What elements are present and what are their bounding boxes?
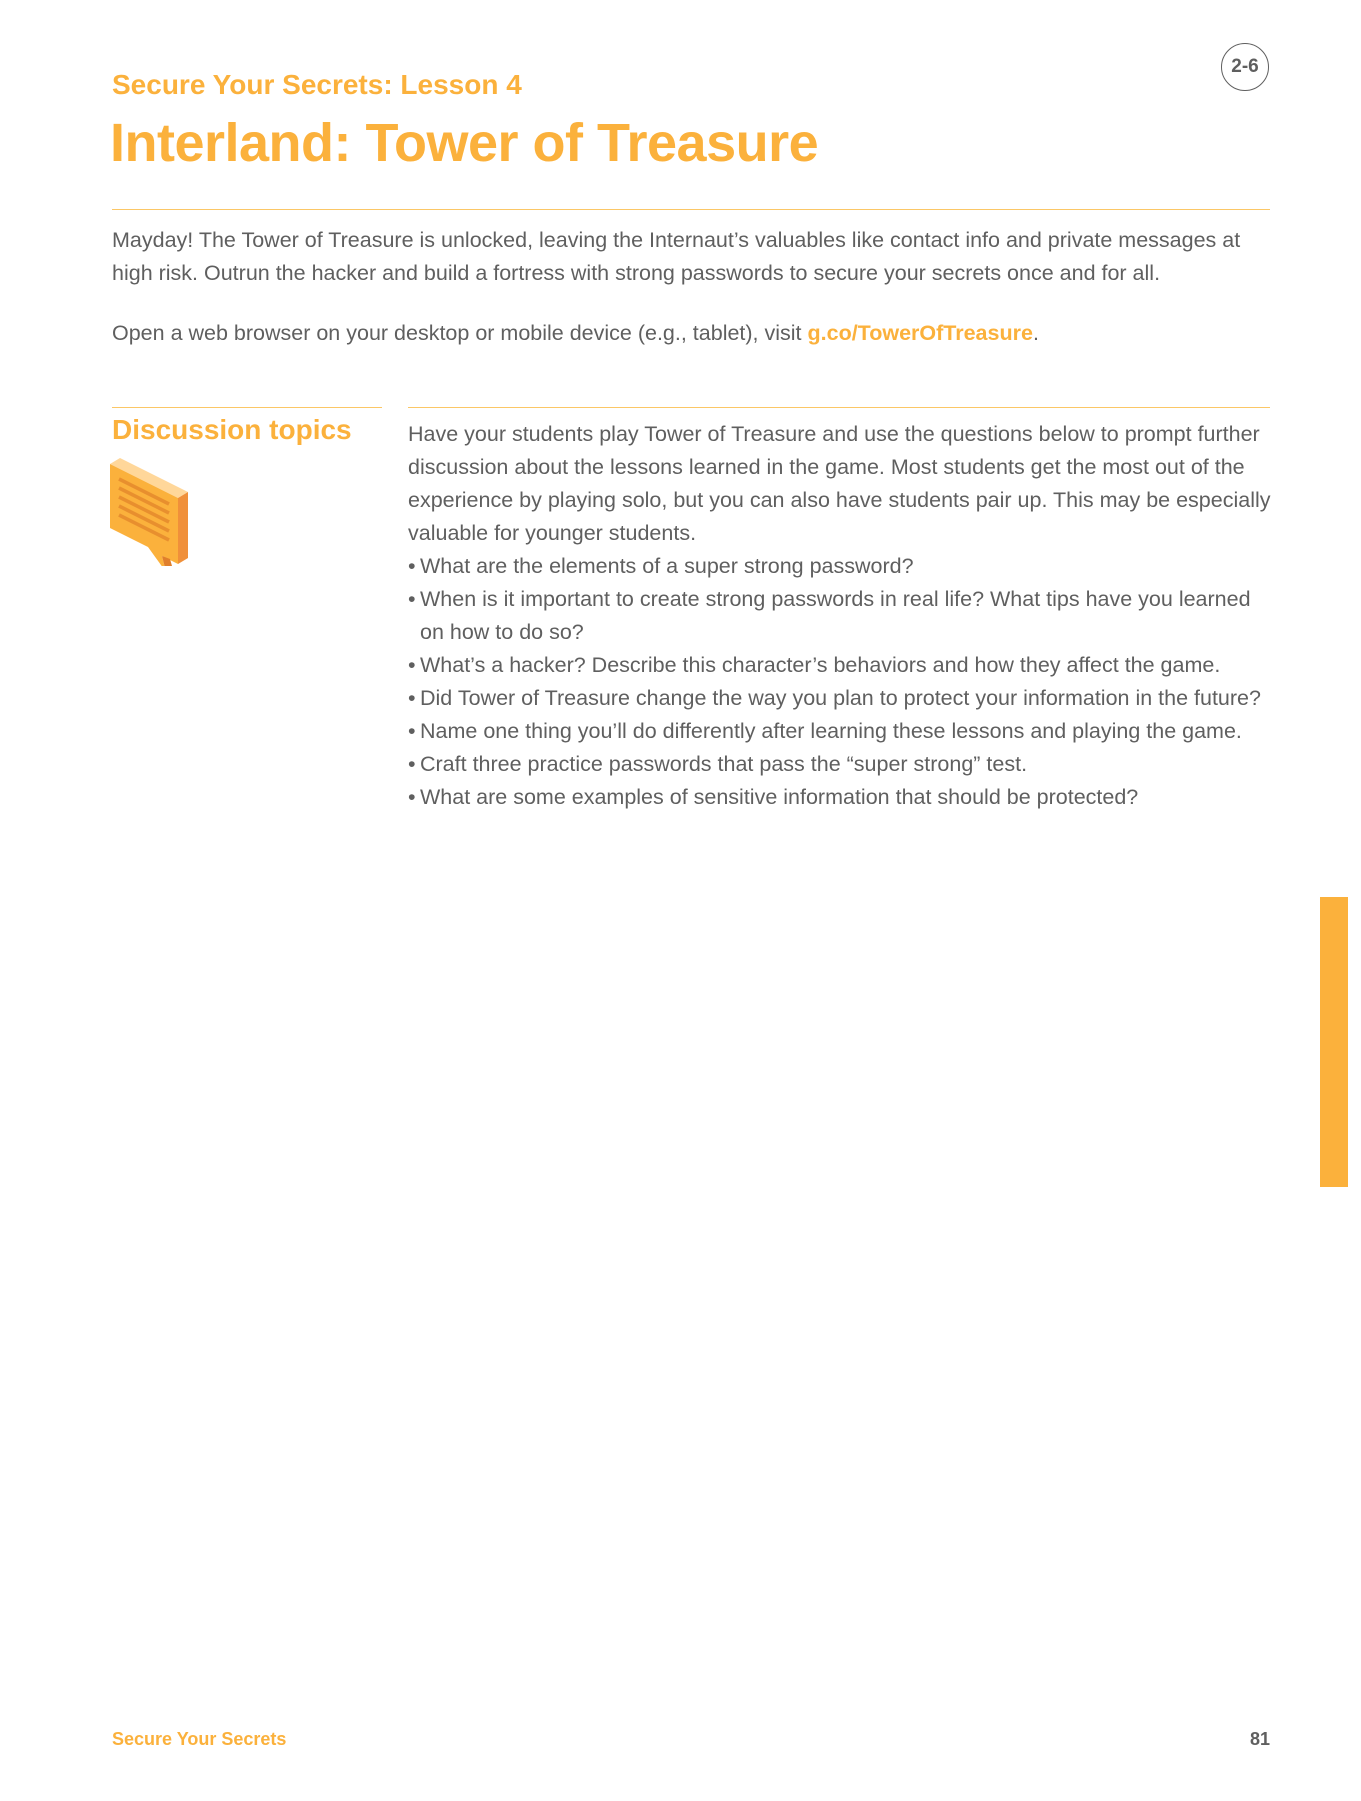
intro-paragraph: Mayday! The Tower of Treasure is unlocked, leaving the Internaut’s valuables like contact info and private messages at high risk. Outrun the hacker and build a fortress with strong passwords to secure your secrets once and for all. (112, 228, 1241, 285)
lesson-label: Secure Your Secrets: Lesson 4 (112, 69, 522, 100)
topic-item: • What’s a hacker? Describe this character’s behaviors and how they affect the game. (408, 649, 1276, 682)
section-side-tab (1320, 897, 1348, 1187)
topic-item: • What are the elements of a super strong password? (408, 550, 1276, 583)
topic-item: • Craft three practice passwords that pass the “super strong” test. (408, 748, 1276, 781)
instruction-suffix: . (1032, 321, 1039, 345)
title-divider (112, 209, 1270, 210)
page-title: Interland: Tower of Treasure (110, 113, 819, 173)
section-divider-left (112, 407, 382, 408)
topic-item: • Name one thing you’ll do differently after learning these lessons and playing the game. (408, 715, 1276, 748)
topic-item: • What are some examples of sensitive information that should be protected? (408, 781, 1276, 814)
section-divider-right (408, 407, 1270, 408)
grade-badge: 2-6 (1221, 43, 1269, 91)
footer-section-name: Secure Your Secrets (112, 1729, 287, 1749)
topic-item: • When is it important to create strong passwords in real life? What tips have you learned on how to do so? (408, 583, 1276, 649)
instruction-prefix: Open a web browser on your desktop or mobile device (e.g., tablet), visit (112, 321, 808, 345)
footer-page-number: 81 (1249, 1729, 1270, 1749)
game-link[interactable]: g.co/TowerOfTreasure (807, 321, 1033, 345)
speech-bubble-icon (110, 458, 192, 566)
instruction-line (112, 317, 1272, 350)
discussion-heading: Discussion topics (112, 414, 352, 445)
discussion-topic-list (408, 550, 1276, 814)
topic-item: • Did Tower of Treasure change the way you plan to protect your information in the future? (408, 682, 1276, 715)
discussion-paragraph: Have your students play Tower of Treasure and use the questions below to prompt further discussion about the lessons learned in the game. Most students get the most out of the experience by playing solo, but you can also have students pair up. This may be especially valuable for younger students. (408, 422, 1271, 545)
